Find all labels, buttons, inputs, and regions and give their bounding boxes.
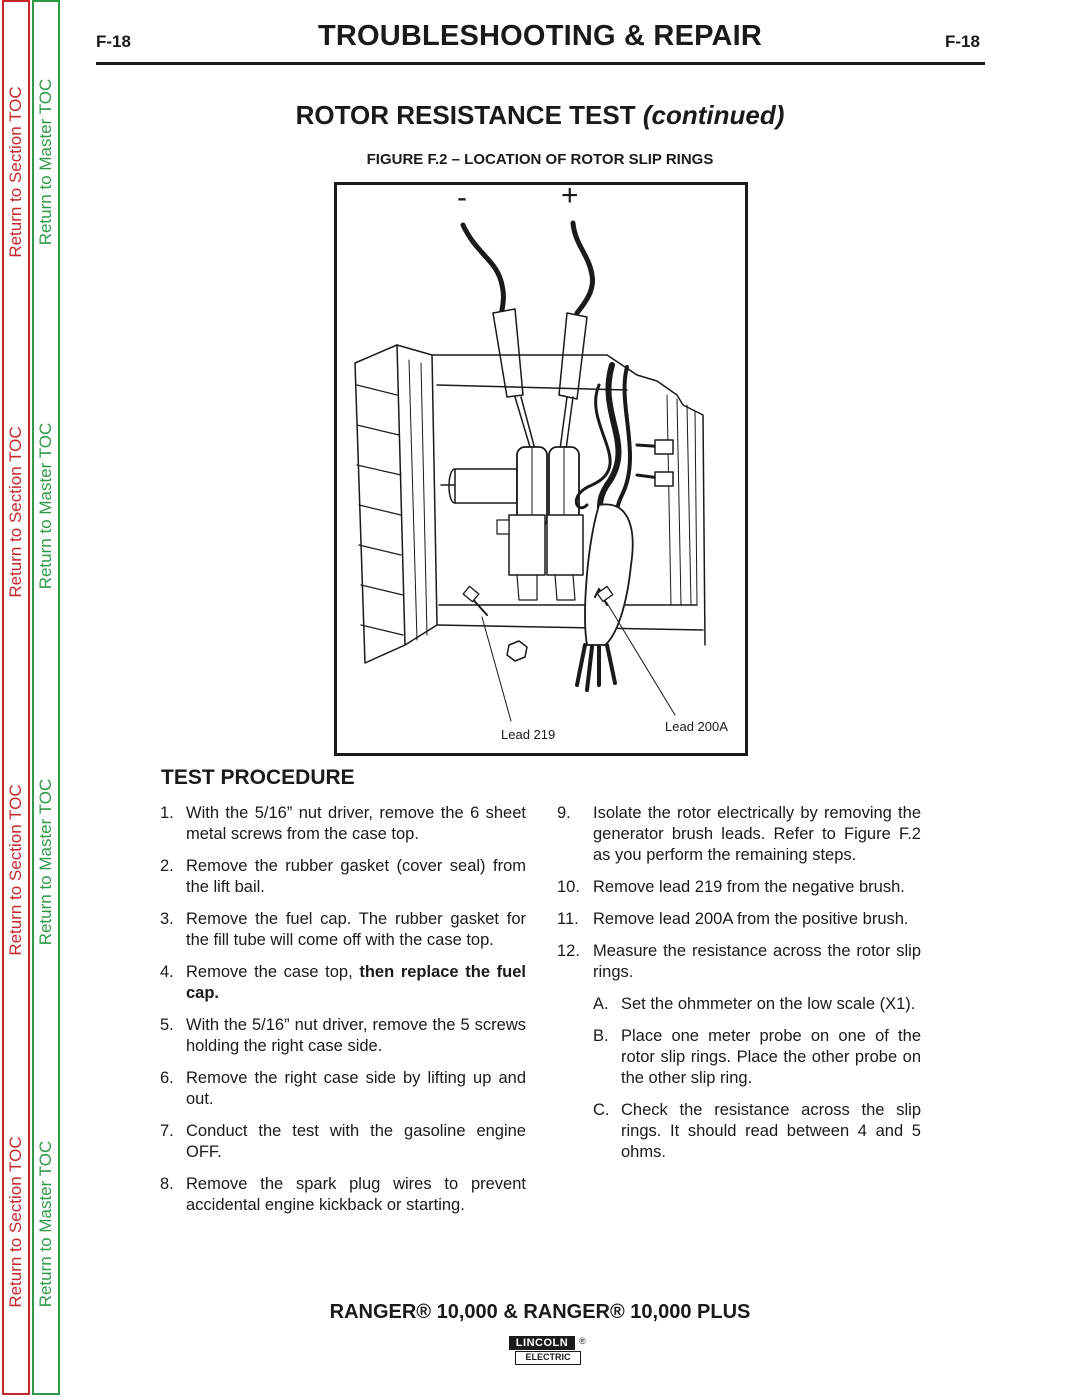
step-text [621,994,921,1015]
step-text-body: Check the resistance across the slip rings. It should read between 4 and 5 ohms. [621,1101,921,1161]
step-number: 3. [160,910,174,928]
procedure-step [160,909,526,951]
master-toc-bar [32,0,60,1395]
step-text-body: Set the ohmmeter on the low scale (X1). [621,995,916,1013]
step-number: 8. [160,1175,174,1193]
page-number-right: F-18 [945,32,980,51]
procedure-step [557,909,921,930]
procedure-step [160,1068,526,1110]
step-text [186,1015,526,1057]
procedure-step [557,941,921,983]
procedure-step [160,962,526,1004]
procedure-sub-step [593,994,921,1015]
logo-top-text: LINCOLN [509,1336,575,1350]
procedure-sub-step [593,1100,921,1163]
procedure-step [160,803,526,845]
step-number: 5. [160,1016,174,1034]
section-title [240,100,840,131]
step-text-body: Remove the fuel cap. The rubber gasket for the fill tube will come off with the case top. [186,910,526,949]
step-text [593,803,921,866]
step-number: 9. [557,804,571,822]
step-text-body: Place one meter probe on one of the rotor slip rings. Place the other probe on the other slip ring. [621,1027,921,1087]
procedure-step [160,856,526,898]
step-text-body: Remove lead 219 from the negative brush. [593,878,905,896]
return-to-master-toc-link[interactable]: Return to Master TOC [36,78,55,246]
step-text [593,877,921,898]
return-to-section-toc-link[interactable]: Return to Section TOC [6,426,25,598]
procedure-sub-step [593,1026,921,1089]
procedure-step [160,1174,526,1216]
logo-bottom-text: ELECTRIC [515,1351,581,1365]
step-number: 10. [557,878,580,896]
negative-terminal-label: - [457,181,467,214]
step-number: 4. [160,963,174,981]
step-text-body: Remove the spark plug wires to prevent accidental engine kickback or starting. [186,1175,526,1214]
rotor-slip-rings-illustration [337,185,745,753]
test-procedure-heading: TEST PROCEDURE [161,766,355,789]
positive-terminal-label: + [561,179,579,212]
return-to-section-toc-link[interactable]: Return to Section TOC [6,784,25,956]
step-number: C. [593,1101,610,1119]
return-to-section-toc-link[interactable]: Return to Section TOC [6,86,25,258]
step-text-body: Remove the right case side by lifting up and out. [186,1069,526,1108]
lead-219-label: Lead 219 [501,727,556,742]
step-text-body: With the 5/16” nut driver, remove the 6 sheet metal screws from the case top. [186,804,526,843]
step-text [621,1100,921,1163]
step-number: B. [593,1027,609,1045]
step-text-body: With the 5/16” nut driver, remove the 5 screws holding the right case side. [186,1016,526,1055]
lead-200a-label: Lead 200A [665,719,728,734]
procedure-step [160,1015,526,1057]
product-model: RANGER® 10,000 & RANGER® 10,000 PLUS [329,1301,751,1323]
step-number: 1. [160,804,174,822]
step-text-body: Measure the resistance across the rotor slip rings. [593,942,921,981]
procedure-left-column [160,803,526,1227]
procedure-step [557,803,921,866]
step-text [186,962,526,1004]
step-number: 2. [160,857,174,875]
step-text [621,1026,921,1089]
lincoln-electric-logo [509,1336,587,1366]
step-text-body: Conduct the test with the gasoline engine OFF. [186,1122,526,1161]
return-to-section-toc-link[interactable]: Return to Section TOC [6,1136,25,1308]
step-text [186,1068,526,1110]
rotor-slip-rings-figure [334,179,748,756]
chapter-title: TROUBLESHOOTING & REPAIR [317,20,763,52]
step-text [593,941,921,983]
section-toc-bar [2,0,30,1395]
procedure-step [557,877,921,898]
procedure-right-column [557,803,921,1174]
figure-caption: FIGURE F.2 – LOCATION OF ROTOR SLIP RINGS [366,151,714,168]
step-text-body: Remove lead 200A from the positive brush. [593,910,909,928]
return-to-master-toc-link[interactable]: Return to Master TOC [36,1140,55,1308]
logo-registered-mark: ® [579,1336,586,1346]
step-text [593,909,921,930]
step-text-body: Remove the case top, [186,963,360,981]
procedure-step [160,1121,526,1163]
step-number: 6. [160,1069,174,1087]
step-text-body: Remove the rubber gasket (cover seal) from the lift bail. [186,857,526,896]
step-number: 12. [557,942,580,960]
return-to-master-toc-link[interactable]: Return to Master TOC [36,422,55,590]
return-to-master-toc-link[interactable]: Return to Master TOC [36,778,55,946]
section-title-text: ROTOR RESISTANCE TEST [295,100,636,130]
header-rule [96,62,985,65]
step-text [186,856,526,898]
step-text [186,1174,526,1216]
step-text-body: Isolate the rotor electrically by removing the generator brush leads. Refer to Figure F.2 as you perform the remaining steps. [593,804,921,864]
section-title-suffix: (continued) [642,100,785,130]
step-text [186,909,526,951]
step-number: 11. [557,910,579,928]
step-text [186,1121,526,1163]
step-number: A. [593,995,609,1013]
step-text-emphasis: then replace the fuel cap. [186,963,526,1002]
step-number: 7. [160,1122,174,1140]
page-number-left: F-18 [96,32,131,51]
step-text [186,803,526,845]
